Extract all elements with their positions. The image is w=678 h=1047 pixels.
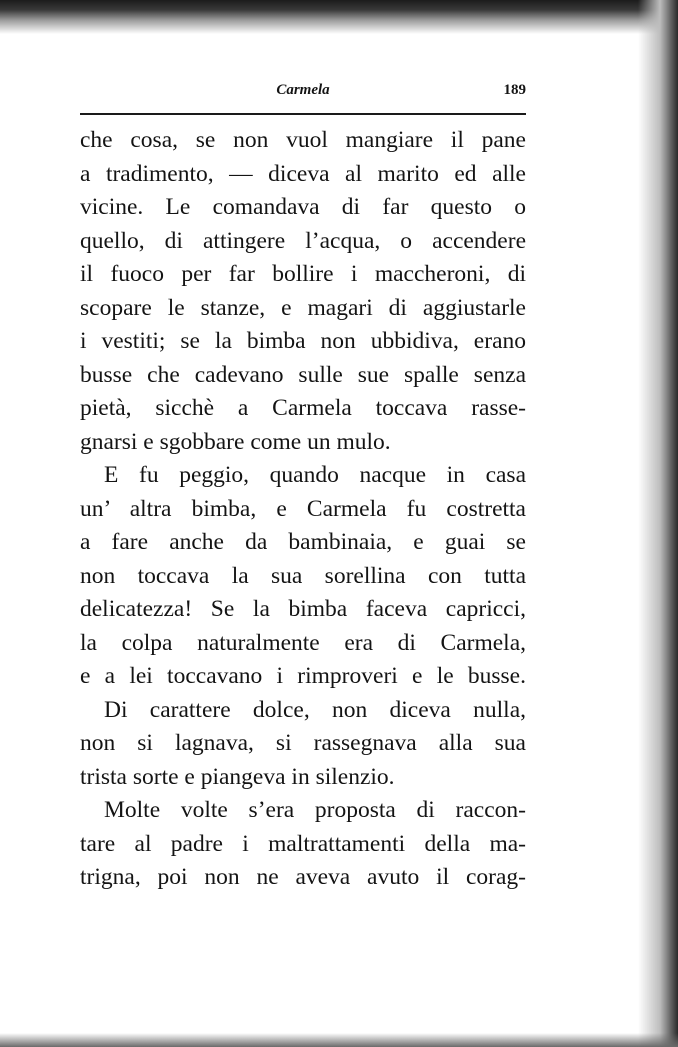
text-line: gnarsi e sgobbare come un mulo.: [80, 428, 391, 455]
paragraph-4: [80, 794, 526, 895]
running-title: Carmela: [276, 82, 330, 98]
text-line: quello, di attingere l’acqua, o accendere: [80, 227, 526, 254]
text-line: delicatezza! Se la bimba faceva capricci,: [80, 596, 526, 622]
text-line: Di carattere dolce, non diceva nulla,: [104, 696, 526, 723]
text-line: trigna, poi non ne aveva avuto il corag-: [80, 864, 526, 890]
running-head: [80, 80, 526, 104]
text-line: non toccava la sua sorellina con tutta: [80, 562, 526, 589]
paragraph-3: [80, 694, 526, 795]
text-line: che cosa, se non vuol mangiare il pane: [80, 127, 526, 153]
text-line: scopare le stanze, e magari di aggiustarle: [80, 294, 526, 321]
paragraph-2: [80, 459, 526, 694]
text-line: E fu peggio, quando nacque in casa: [104, 462, 526, 488]
text-line: i vestiti; se la bimba non ubbidiva, erano: [80, 328, 526, 354]
scan-shadow-top: [0, 0, 678, 34]
body-text: [80, 124, 526, 895]
text-line: un’ altra bimba, e Carmela fu costretta: [80, 495, 526, 522]
scan-shadow-bottom: [0, 1033, 678, 1047]
header-rule: [80, 113, 526, 115]
text-line: trista sorte e piangeva in silenzio.: [80, 763, 395, 790]
text-line: a fare anche da bambinaia, e guai se: [80, 529, 526, 555]
page-number: 189: [503, 82, 526, 98]
text-line: tare al padre i maltrattamenti della ma-: [80, 830, 526, 857]
text-line: a tradimento, — diceva al marito ed alle: [80, 160, 526, 187]
paragraph-1: [80, 124, 526, 459]
text-line: vicine. Le comandava di far questo o: [80, 194, 526, 220]
text-line: busse che cadevano sulle sue spalle senza: [80, 361, 526, 388]
text-line: Molte volte s’era proposta di raccon-: [104, 797, 526, 823]
text-line: il fuoco per far bollire i maccheroni, di: [80, 261, 526, 287]
text-line: pietà, sicchè a Carmela toccava rasse-: [80, 395, 526, 421]
text-line: e a lei toccavano i rimproveri e le busse.: [80, 663, 526, 689]
scan-shadow-right: [638, 0, 678, 1047]
text-line: la colpa naturalmente era di Carmela,: [80, 629, 526, 656]
text-line: non si lagnava, si rassegnava alla sua: [80, 730, 526, 756]
